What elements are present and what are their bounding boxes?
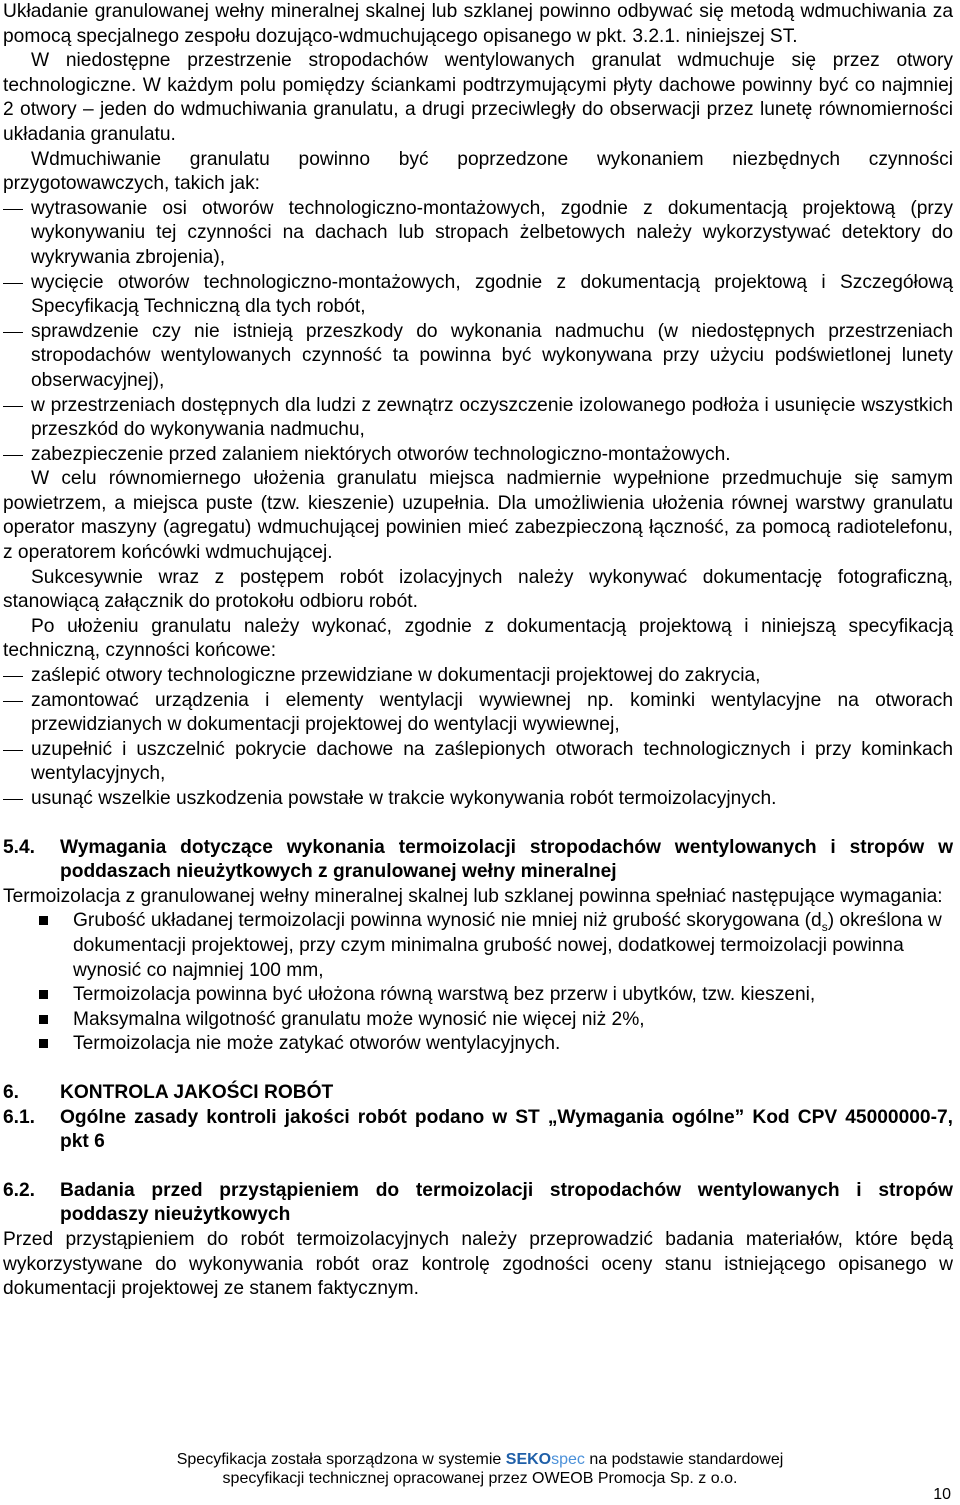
dash-list-item: wytrasowanie osi otworów technologiczno-montażowych, zgodnie z dokumentacją projektową (przy wykonywaniu tej czynności na dachach lub stropach żelbetowych należy wykorzystywać detektory do wykrywania zbrojenia), [3, 197, 953, 271]
dash-list-item: zamontować urządzenia i elementy wentylacji wywiewnej np. kominki wentylacyjne na otworach przewidzianych w dokumentacji projektowej do wentylacji wywiewnej, [3, 689, 953, 738]
spacer [3, 1155, 953, 1179]
paragraph-photo-documentation: Sukcesywnie wraz z postępem robót izolacyjnych należy wykonywać dokumentację fotograficzną, stanowiącą załącznik do protokołu odbioru robót. [3, 566, 953, 613]
section-number: 5.4. [3, 836, 36, 858]
footer-line-1 [0, 1450, 960, 1469]
paragraph-requirements-intro: Termoizolacja z granulowanej wełny mineralnej skalnej lub szklanej powinna spełniać następujące wymagania: [3, 885, 943, 907]
paragraph-granulate-method: Układanie granulowanej wełny mineralnej skalnej lub szklanej powinno odbywać się metodą wdmuchiwania za pomocą specjalnego zespołu dozująco-wdmuchującego opisanego w pkt. 3.2.1. niniejszej ST. [3, 1, 953, 47]
paragraph-uniform-placement: W celu równomiernego ułożenia granulatu miejsca nadmiernie wypełnione przedmuchuje się samym powietrzem, a miejsca puste (tzw. kieszenie) uzupełnia. Dla umożliwienia ułożenia równej warstwy granulatu operator maszyny (agregatu) wdmuchującej powinien mieć zabezpieczoną łączność, za pomocą radiotelefonu, z operatorem końcówki wdmuchującej. [3, 468, 953, 564]
bullet-text: Termoizolacja powinna być ułożona równą warstwą bez przerw i ubytków, tzw. kieszeni, [73, 984, 816, 1006]
paragraph-inaccessible-spaces: W niedostępne przestrzenie stropodachów wentylowanych granulat wdmuchuje się przez otwory technologiczne. W każdym polu pomiędzy ściankami podtrzymującymi płyty dachowe powinny być co najmniej 2 otwory – jeden do wdmuchiwania granulatu, a drugi przeciwległy do obserwacji przez lunetę równomierności układania granulatu. [3, 50, 953, 145]
footer-line-2: specyfikacji technicznej opracowanej przez OWEOB Promocja Sp. z o.o. [222, 1470, 738, 1487]
document-page [3, 0, 953, 1302]
bullet-item [3, 1032, 953, 1057]
section-number: 6.2. [3, 1179, 36, 1201]
logo-text-seko: SEKO [505, 1451, 552, 1468]
dash-list-item: zaślepić otwory technologiczne przewidziane w dokumentacji projektowej do zakrycia, [3, 664, 953, 689]
page-footer [0, 1450, 960, 1488]
section-title: Wymagania dotyczące wykonania termoizolacji stropodachów wentylowanych i stropów w poddaszach nieużytkowych z granulowanej wełny mineralnej [60, 836, 953, 883]
square-bullet-icon [39, 1039, 48, 1048]
bullet-item [3, 1008, 953, 1033]
paragraph-preparatory-intro: Wdmuchiwanie granulatu powinno być poprzedzone wykonaniem niezbędnych czynności przygotowawczych, takich jak: [3, 148, 953, 195]
spacer [3, 812, 953, 836]
dash-list-item: usunąć wszelkie uszkodzenia powstałe w trakcie wykonywania robót termoizolacyjnych. [3, 787, 953, 812]
dash-list-item: zabezpieczenie przed zalaniem niektórych otworów technologiczno-montażowych. [3, 443, 953, 468]
section-number: 6.1. [3, 1106, 36, 1128]
section-number: 6. [3, 1081, 20, 1103]
section-heading-6 [3, 1081, 953, 1106]
section-heading-5-4 [3, 836, 953, 885]
logo-text-spec: spec [551, 1451, 585, 1468]
sekospec-logo [506, 1451, 585, 1468]
dash-list-item: uzupełnić i uszczelnić pokrycie dachowe na zaślepionych otworach technologicznych i przy kominkach wentylacyjnych, [3, 738, 953, 787]
footer-text: Specyfikacja została sporządzona w systemie [176, 1451, 502, 1468]
section-title: Ogólne zasady kontroli jakości robót podano w ST „Wymagania ogólne” Kod CPV 45000000-7, pkt 6 [60, 1106, 953, 1153]
square-bullet-icon [39, 990, 48, 999]
bullet-text: Termoizolacja nie może zatykać otworów wentylacyjnych. [73, 1033, 561, 1055]
spacer [3, 1057, 953, 1081]
bullet-item [3, 909, 953, 983]
bullet-item [3, 983, 953, 1008]
dash-list-item: sprawdzenie czy nie istnieją przeszkody do wykonania nadmuchu (w niedostępnych przestrzeniach stropodachów wentylowanych czynność ta powinna być wykonywana przy użyciu podświetlonej lunety obserwacyjnej), [3, 320, 953, 394]
section-heading-6-1 [3, 1106, 953, 1155]
dash-list-item: wycięcie otworów technologiczno-montażowych, zgodnie z dokumentacją projektową i Szczegółową Specyfikacją Techniczną dla tych robót, [3, 271, 953, 320]
dash-list-item: w przestrzeniach dostępnych dla ludzi z zewnątrz oczyszczenie izolowanego podłoża i usunięcie wszystkich przeszkód do wykonywania nadmuchu, [3, 394, 953, 443]
section-title: Badania przed przystąpieniem do termoizolacji stropodachów wentylowanych i stropów poddaszy nieużytkowych [60, 1179, 953, 1226]
square-bullet-icon [39, 1015, 48, 1024]
subscript-s: s [821, 920, 828, 935]
footer-text: na podstawie standardowej [589, 1451, 784, 1468]
square-bullet-icon [39, 916, 48, 925]
bullet-text-part: Grubość układanej termoizolacji powinna wynosić nie mniej niż grubość skorygowana (d [73, 910, 822, 932]
bullet-text: Maksymalna wilgotność granulatu może wynosić nie więcej niż 2%, [73, 1008, 645, 1030]
section-heading-6-2 [3, 1179, 953, 1228]
bullet-text-part: ) określona w dokumentacji projektowej, przy czym minimalna grubość nowej, dodatkowej termoizolacji powinna wynosić co najmniej 100 mm, [73, 910, 942, 981]
paragraph-pre-tests: Przed przystąpieniem do robót termoizolacyjnych należy przeprowadzić badania materiałów, które będą wykorzystywane do wykonywania robót oraz kontrolę zgodności oceny stanu istniejącego opisanego w dokumentacji projektowej ze stanem faktycznym. [3, 1228, 953, 1300]
page-number: 10 [933, 1486, 951, 1503]
paragraph-final-actions-intro: Po ułożeniu granulatu należy wykonać, zgodnie z dokumentacją projektową i niniejszą specyfikacją techniczną, czynności końcowe: [3, 615, 953, 662]
section-title: KONTROLA JAKOŚCI ROBÓT [60, 1081, 334, 1103]
